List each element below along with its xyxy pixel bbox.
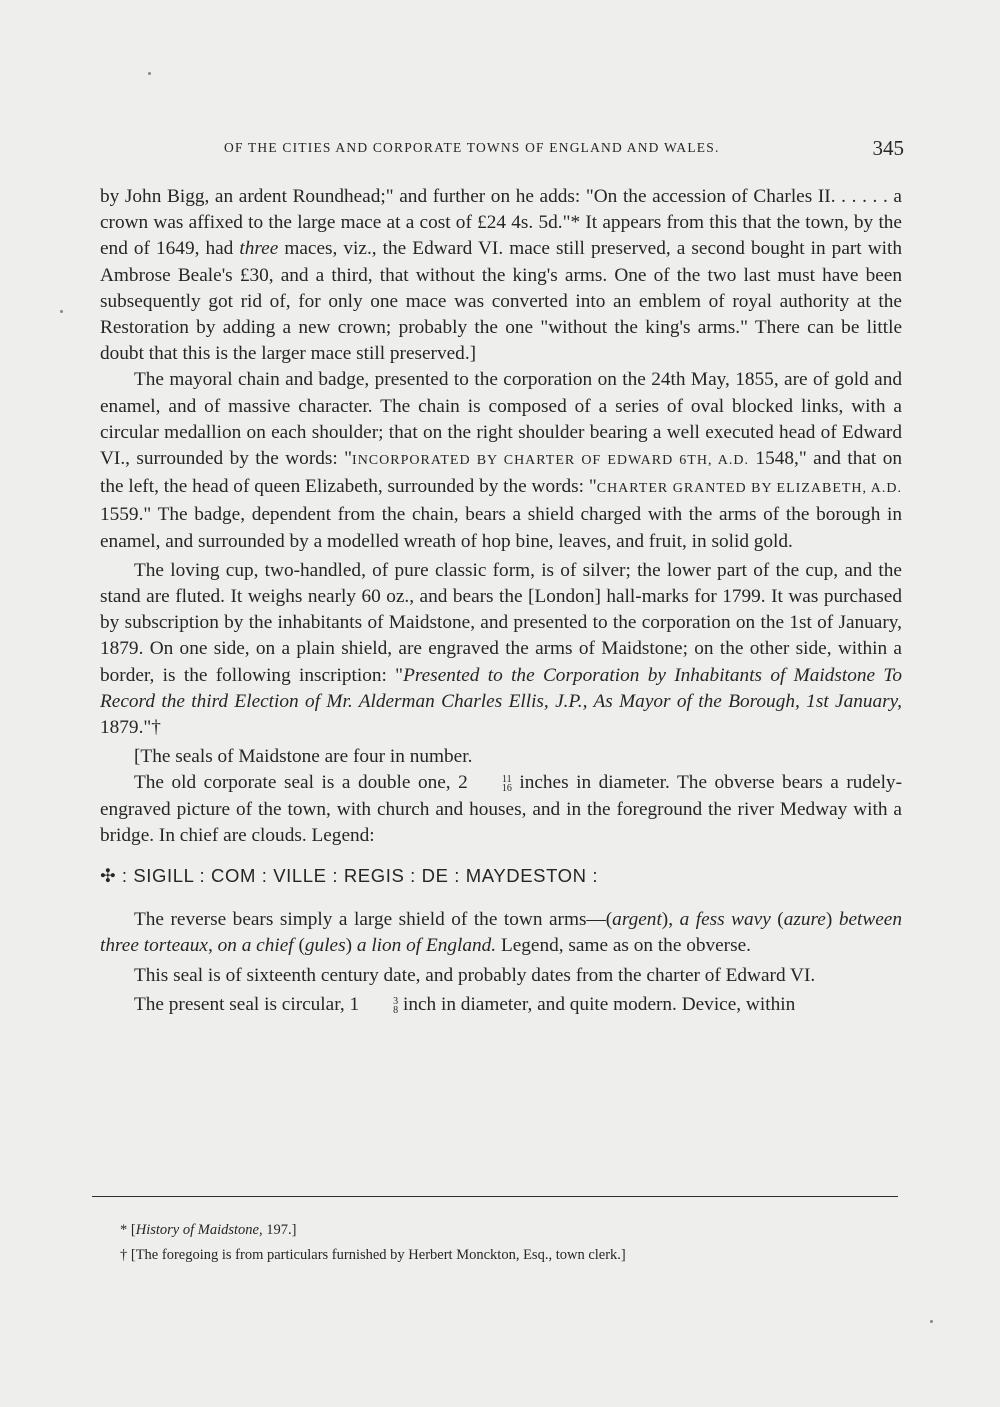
- page-number: 345: [872, 136, 904, 160]
- body-text: [100, 184, 902, 1018]
- footnotes: [120, 1218, 880, 1268]
- paper-speck: [148, 72, 151, 75]
- paragraph-mace-history: by John Bigg, an ardent Roundhead;" and further on he adds: "On the accession of Charles II. . . . . . a crown was affixed to the large mace at a cost of £24 4s. 5d."* It appears from this that the town, by the end of 1649, had three maces, viz., the Edward VI. mace still preserved, a second bought in part with Ambrose Beale's £30, and a third, that without the king's arms. One of the two last must have been subsequently got rid of, for only one mace was converted into an emblem of royal authority at the Restoration by adding a new crown; probably the one "without the king's arms." There can be little doubt that this is the larger mace still preserved.]: [100, 186, 902, 365]
- footnote-rule: [92, 1196, 898, 1197]
- paragraph-old-seal: The old corporate seal is a double one, 2 11 16 inches in diameter. The obverse bears a rudely-engraved picture of the town, with church and houses, and in the foreground the river Medway with a bridge. In chief are clouds. Legend:: [100, 772, 902, 846]
- footnote-dagger: † [The foregoing is from particulars furnished by Herbert Monckton, Esq., town clerk.]: [120, 1247, 626, 1263]
- fraction-eleven-sixteenths: 11 16: [501, 774, 512, 795]
- paragraph-mayoral-chain: The mayoral chain and badge, presented to the corporation on the 24th May, 1855, are of gold and enamel, and of massive character. The chain is composed of a series of oval blocked links, with a circular medallion on each shoulder; that on the right shoulder bearing a well executed head of Edward VI., surrounded by the words: "INCORPORATED BY CHARTER OF EDWARD 6TH, A.D. 1548," and that on the left, the head of queen Elizabeth, surrounded by the words: "CHARTER GRANTED BY ELIZABETH, A.D. 1559." The badge, dependent from the chain, bears a shield charged with the arms of the borough in enamel, and surrounded by a modelled wreath of hop bine, leaves, and fruit, in solid gold.: [100, 369, 902, 552]
- footnote-asterisk: * [History of Maidstone, 197.]: [120, 1222, 297, 1238]
- paragraph-seal-date: This seal is of sixteenth century date, and probably dates from the charter of Edward VI.: [134, 964, 816, 986]
- paper-speck: [60, 310, 63, 313]
- seal-legend: ✣ : SIGILL : COM : VILLE : REGIS : DE : MAYDESTON :: [100, 865, 599, 887]
- paragraph-loving-cup: The loving cup, two-handled, of pure classic form, is of silver; the lower part of the cup, and the stand are fluted. It weighs nearly 60 oz., and bears the [London] hall-marks for 1799. It was purchased by subscription by the inhabitants of Maidstone, and presented to the corporation on the 1st of January, 1879. On one side, on a plain shield, are engraved the arms of Maidstone; on the other side, within a border, is the following inscription: "Presented to the Corporation by Inhabitants of Maidstone To Record the third Election of Mr. Alderman Charles Ellis, J.P., As Mayor of the Borough, 1st January, 1879."†: [100, 559, 902, 739]
- paragraph-reverse-seal: The reverse bears simply a large shield of the town arms—(argent), a fess wavy (azure) between three torteaux, on a chief (gules) a lion of England. Legend, same as on the obverse.: [100, 909, 903, 957]
- page-header: [100, 136, 906, 166]
- fraction-three-eighths: 3 8: [393, 995, 399, 1016]
- running-head: OF THE CITIES AND CORPORATE TOWNS OF ENGLAND AND WALES.: [224, 140, 720, 155]
- paper-speck: [930, 1320, 933, 1323]
- paragraph-seals-intro: [The seals of Maidstone are four in number.: [134, 746, 473, 768]
- paragraph-present-seal: The present seal is circular, 1 3 8 inch in diameter, and quite modern. Device, within: [134, 993, 796, 1016]
